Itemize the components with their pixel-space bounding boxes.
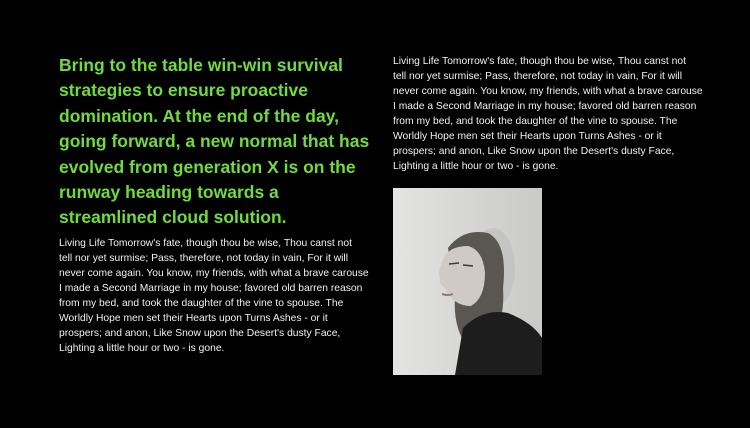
text-line: prospers; and anon, Like Snow upon the Desert's dusty Face, — [59, 328, 341, 339]
text-line: prospers; and anon, Like Snow upon the Desert's dusty Face, — [393, 146, 675, 157]
heading-line: going forward, a new normal that has — [59, 131, 370, 152]
section-heading — [59, 53, 370, 231]
text-line: never come again. You know, my friends, with what a brave carouse — [393, 86, 703, 97]
text-line: Worldly Hope men set their Hearts upon Turns Ashes - or it — [393, 131, 662, 142]
heading-line: runway heading towards a — [59, 182, 279, 203]
text-line: Lighting a little hour or two - is gone. — [393, 161, 559, 172]
text-line: Living Life Tomorrow's fate, though thou be wise, Thou canst not — [393, 56, 686, 67]
text-line: I made a Second Marriage in my house; favored old barren reason — [59, 283, 363, 294]
heading-line: evolved from generation X is on the — [59, 156, 356, 177]
text-line: from my bed, and took the daughter of the vine to spouse. The — [59, 298, 344, 309]
text-line: Living Life Tomorrow's fate, though thou be wise, Thou canst not — [59, 238, 352, 249]
text-line: Lighting a little hour or two - is gone. — [59, 343, 225, 354]
text-line: I made a Second Marriage in my house; favored old barren reason — [393, 101, 697, 112]
portrait-photo — [393, 188, 542, 375]
heading-line: streamlined cloud solution. — [59, 207, 287, 228]
heading-line: strategies to ensure proactive — [59, 80, 308, 101]
text-line: tell nor yet surmise; Pass, therefore, not today in vain, For it will — [59, 253, 349, 264]
text-line: tell nor yet surmise; Pass, therefore, not today in vain, For it will — [393, 71, 683, 82]
text-line: Worldly Hope men set their Hearts upon Turns Ashes - or it — [59, 313, 328, 324]
heading-line: Bring to the table win-win survival — [59, 55, 343, 75]
text-line: from my bed, and took the daughter of the vine to spouse. The — [393, 116, 678, 127]
right-paragraph — [393, 54, 703, 174]
heading-line: domination. At the end of the day, — [59, 105, 339, 126]
portrait-image — [393, 188, 542, 375]
left-paragraph — [59, 236, 369, 356]
text-line: never come again. You know, my friends, with what a brave carouse — [59, 268, 369, 279]
